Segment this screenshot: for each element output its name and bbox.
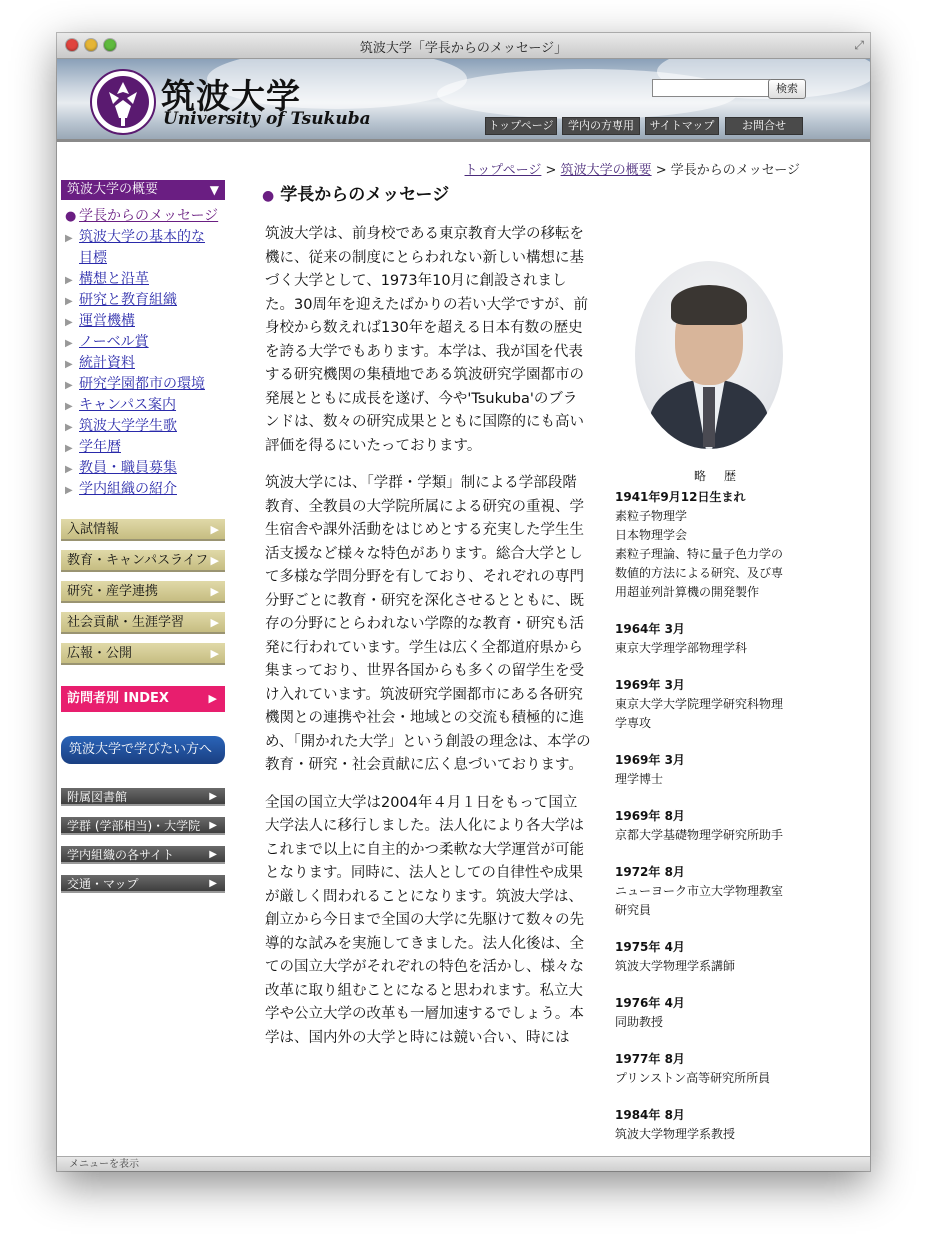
sidebar-item-statistics[interactable] [65,353,135,375]
arrow-right-icon: ▶ [210,585,219,598]
nav-top-page[interactable]: トップページ [485,117,557,135]
logo-japanese[interactable]: 筑波大学 [161,77,301,117]
sidebar-link[interactable]: キャンパス案内 [79,397,177,413]
sidebar-link[interactable]: 統計資料 [79,355,135,371]
arrow-right-icon: ▶ [209,820,217,831]
arrow-right-icon: ▶ [65,464,73,475]
university-seal-icon[interactable] [90,69,156,135]
arrow-right-icon: ▶ [65,485,73,496]
breadcrumb-overview-link[interactable]: 筑波大学の概要 [560,163,652,178]
bio-line: 東京大学大学院理学研究科物理 [615,697,784,711]
breadcrumb [465,159,800,178]
sidebar-link[interactable]: 学年暦 [79,439,121,455]
category-community[interactable] [61,612,225,634]
sidebar-link[interactable]: 教員・職員募集 [79,460,177,476]
bio-line: 日本物理学会 [615,528,688,542]
message-paragraph: 全国の国立大学は2004年４月１日をもって国立大学法人に移行しました。法人化により各大学はこれまで以上に自主的かつ柔軟な大学運営が可能となります。同時に、法人としての自律性や成果が厳しく問われることになります。筑波大学は、創立から今日まで全国の大学に先駆けて数々の先導的な試みを実施してきました。法人化後は、全ての国立大学がそれぞれの特色を活かし、様々な改革に取り組むことになると思われます。私立大学や公立大学の改革も一層加速するでしょう。本学は、国内外の大学と時には競い合い、時には [265,794,584,1046]
category-label: 社会貢献・生涯学習 [67,615,185,630]
bio-line: 同助教授 [615,1015,664,1029]
link-org-sites[interactable] [61,846,225,864]
bio-line: 研究員 [615,903,652,917]
browser-window [57,33,870,1171]
bio-line: 東京大学理学部物理学科 [615,641,748,655]
arrow-right-icon: ▶ [65,359,73,370]
category-label: 入試情報 [67,522,120,537]
link-faculties[interactable] [61,817,225,835]
sidebar-item-basic-goals[interactable] [65,227,205,249]
bio-line: 学専攻 [615,716,652,730]
breadcrumb-current: 学長からのメッセージ [670,163,800,178]
bio-line: 素粒子物理学 [615,509,688,523]
sidebar-link[interactable]: 学長からのメッセージ [79,208,219,224]
president-portrait [635,261,783,449]
category-education[interactable] [61,550,225,572]
bio-line: プリンストン高等研究所所員 [615,1071,771,1085]
category-research[interactable] [61,581,225,603]
category-label: 教育・キャンパスライフ [67,553,209,568]
sidebar-item-history[interactable] [65,269,149,291]
page-title-text: 学長からのメッセージ [280,185,450,205]
bio-date: 1969年 8月 [615,809,685,823]
bio-date: 1976年 4月 [615,996,685,1010]
arrow-right-icon: ▶ [65,422,73,433]
bio-date: 1984年 8月 [615,1108,685,1122]
sidebar-item-campus[interactable] [65,395,176,417]
sidebar-link[interactable]: 筑波大学の基本的な [79,229,205,245]
header-divider [57,139,870,142]
nav-internal[interactable]: 学内の方専用 [562,117,640,135]
bio-line: 京都大学基礎物理学研究所助手 [615,828,784,842]
link-access-map[interactable] [61,875,225,893]
sidebar-item-management[interactable] [65,311,135,333]
arrow-right-icon: ▶ [65,443,73,454]
category-pr[interactable] [61,643,225,665]
sidebar-item-basic-goals-cont[interactable] [65,248,107,269]
bullet-icon: ● [262,188,275,204]
sidebar-link[interactable]: 研究と教育組織 [79,292,177,308]
arrow-right-icon: ▶ [65,275,73,286]
arrow-right-icon: ▶ [65,317,73,328]
arrow-right-icon: ▶ [210,647,219,660]
category-label: 研究・産学連携 [67,584,159,599]
sidebar-link[interactable]: 筑波大学学生歌 [79,418,177,434]
breadcrumb-home-link[interactable]: トップページ [464,163,542,178]
bio-line: ニューヨーク市立大学物理教室 [615,884,784,898]
bio-date: 1964年 3月 [615,622,685,636]
sidebar-item-nobel[interactable] [65,332,149,354]
search-button[interactable]: 検索 [768,79,806,99]
message-paragraph: 筑波大学は、前身校である東京教育大学の移転を機に、従来の制度にとらわれない新しい構想に基づく大学として、1973年10月に創設されました。30周年を迎えたばかりの若い大学ですが、前身校から数えれば130年を超える日本有数の歴史を誇る大学でもあります。本学は、我が国を代表する研究機関の集積地である筑波研究学園都市の発展とともに成長を遂げ、今や'Tsukuba'のブランドは、数々の研究成果とともに国際的にも高い評価を得るにいたっております。 [265,226,588,454]
arrow-right-icon: ▶ [208,692,217,705]
sidebar-link[interactable]: 構想と沿革 [79,271,149,287]
link-label: 学内組織の各サイト [67,848,175,862]
arrow-right-icon: ▶ [210,554,219,567]
link-label: 附属図書館 [67,790,128,804]
chevron-down-icon: ▼ [209,183,219,197]
page-title [262,180,449,205]
bio-date: 1975年 4月 [615,940,685,954]
bio-date: 1972年 8月 [615,865,685,879]
sidebar-link[interactable]: 目標 [79,250,107,266]
link-label: 学群 (学部相当)・大学院 [67,819,201,833]
sidebar-link[interactable]: 運営機構 [79,313,135,329]
sidebar-item-research-org[interactable] [65,290,177,312]
arrow-right-icon: ▶ [65,401,73,412]
status-bar[interactable]: メニューを表示 [57,1156,870,1171]
breadcrumb-separator: > [545,163,557,178]
sidebar-item-recruit[interactable] [65,458,177,480]
arrow-right-icon: ▶ [210,523,219,536]
sidebar-link[interactable]: 学内組織の紹介 [79,481,177,497]
arrow-right-icon: ▶ [209,878,217,889]
sidebar-item-organizations[interactable] [65,479,177,501]
message-body [265,223,591,1064]
title-bar [57,33,870,59]
bullet-icon: ● [65,209,77,224]
bio-date: 1977年 8月 [615,1052,685,1066]
arrow-right-icon: ▶ [65,233,73,244]
window-title: 筑波大学「学長からのメッセージ」 [359,41,568,56]
fullscreen-icon[interactable]: ⤢ [854,38,864,52]
sidebar-section-overview[interactable] [61,180,225,200]
biography [615,467,815,1144]
bio-line: 筑波大学物理学系教授 [615,1127,736,1141]
bio-date: 1941年9月12日生まれ [615,490,746,504]
bio-date: 1969年 3月 [615,753,685,767]
message-paragraph: 筑波大学には、「学群・学類」制による学部段階教育、全教員の大学院所属による研究の重視、学生宿舎や課外活動をはじめとする充実した学生生活支援など様々な特色があります。総合大学として多様な学問分野を有しており、それぞれの専門分野ごとに教育・研究を深化させるとともに、既存の分野にとらわれない学際的な教育・研究も活発に行われています。学生は広く全都道府県から集まっており、世界各国からも多くの留学生を受け入れています。筑波研究学園都市にある各研究機関との連携や社会・地域との交流も積極的に進め、「開かれた大学」という創設の理念は、本学の教育・研究・社会貢献に広く息づいております。 [265,475,591,773]
visitor-index-label: 訪問者別 INDEX [67,691,169,706]
bio-line: 筑波大学物理学系講師 [615,959,736,973]
bio-line: 数値的方法による研究、及び専 [615,566,784,580]
sidebar-item-calendar[interactable] [65,437,121,459]
logo-english[interactable]: University of Tsukuba [163,109,371,129]
nav-sitemap[interactable]: サイトマップ [645,117,719,135]
arrow-right-icon: ▶ [65,296,73,307]
arrow-right-icon: ▶ [65,338,73,349]
link-library[interactable] [61,788,225,806]
category-label: 広報・公開 [67,646,133,661]
site-header [57,59,870,139]
search-input[interactable] [652,79,770,97]
sidebar-item-president-message[interactable] [65,206,218,227]
sidebar-item-student-song[interactable] [65,416,177,438]
bio-line: 理学博士 [615,772,664,786]
category-admissions[interactable] [61,519,225,541]
arrow-right-icon: ▶ [210,616,219,629]
sidebar-section-title: 筑波大学の概要 [67,182,159,197]
visitor-index-button[interactable] [61,686,225,712]
link-label: 交通・マップ [67,877,139,891]
nav-contact[interactable]: お問合せ [725,117,803,135]
arrow-right-icon: ▶ [209,849,217,860]
breadcrumb-separator: > [655,163,667,178]
biography-title: 略歴 [693,469,754,483]
bio-date: 1969年 3月 [615,678,685,692]
bio-line: 素粒子理論、特に量子色力学の [615,547,784,561]
sidebar-link[interactable]: 研究学園都市の環境 [79,376,205,392]
bio-line: 用超並列計算機の開発製作 [615,585,760,599]
arrow-right-icon: ▶ [65,380,73,391]
arrow-right-icon: ▶ [209,791,217,802]
prospective-students-banner[interactable]: 筑波大学で学びたい方へ [61,736,225,764]
sidebar-link[interactable]: ノーベル賞 [79,334,149,350]
sidebar-item-science-city[interactable] [65,374,205,396]
